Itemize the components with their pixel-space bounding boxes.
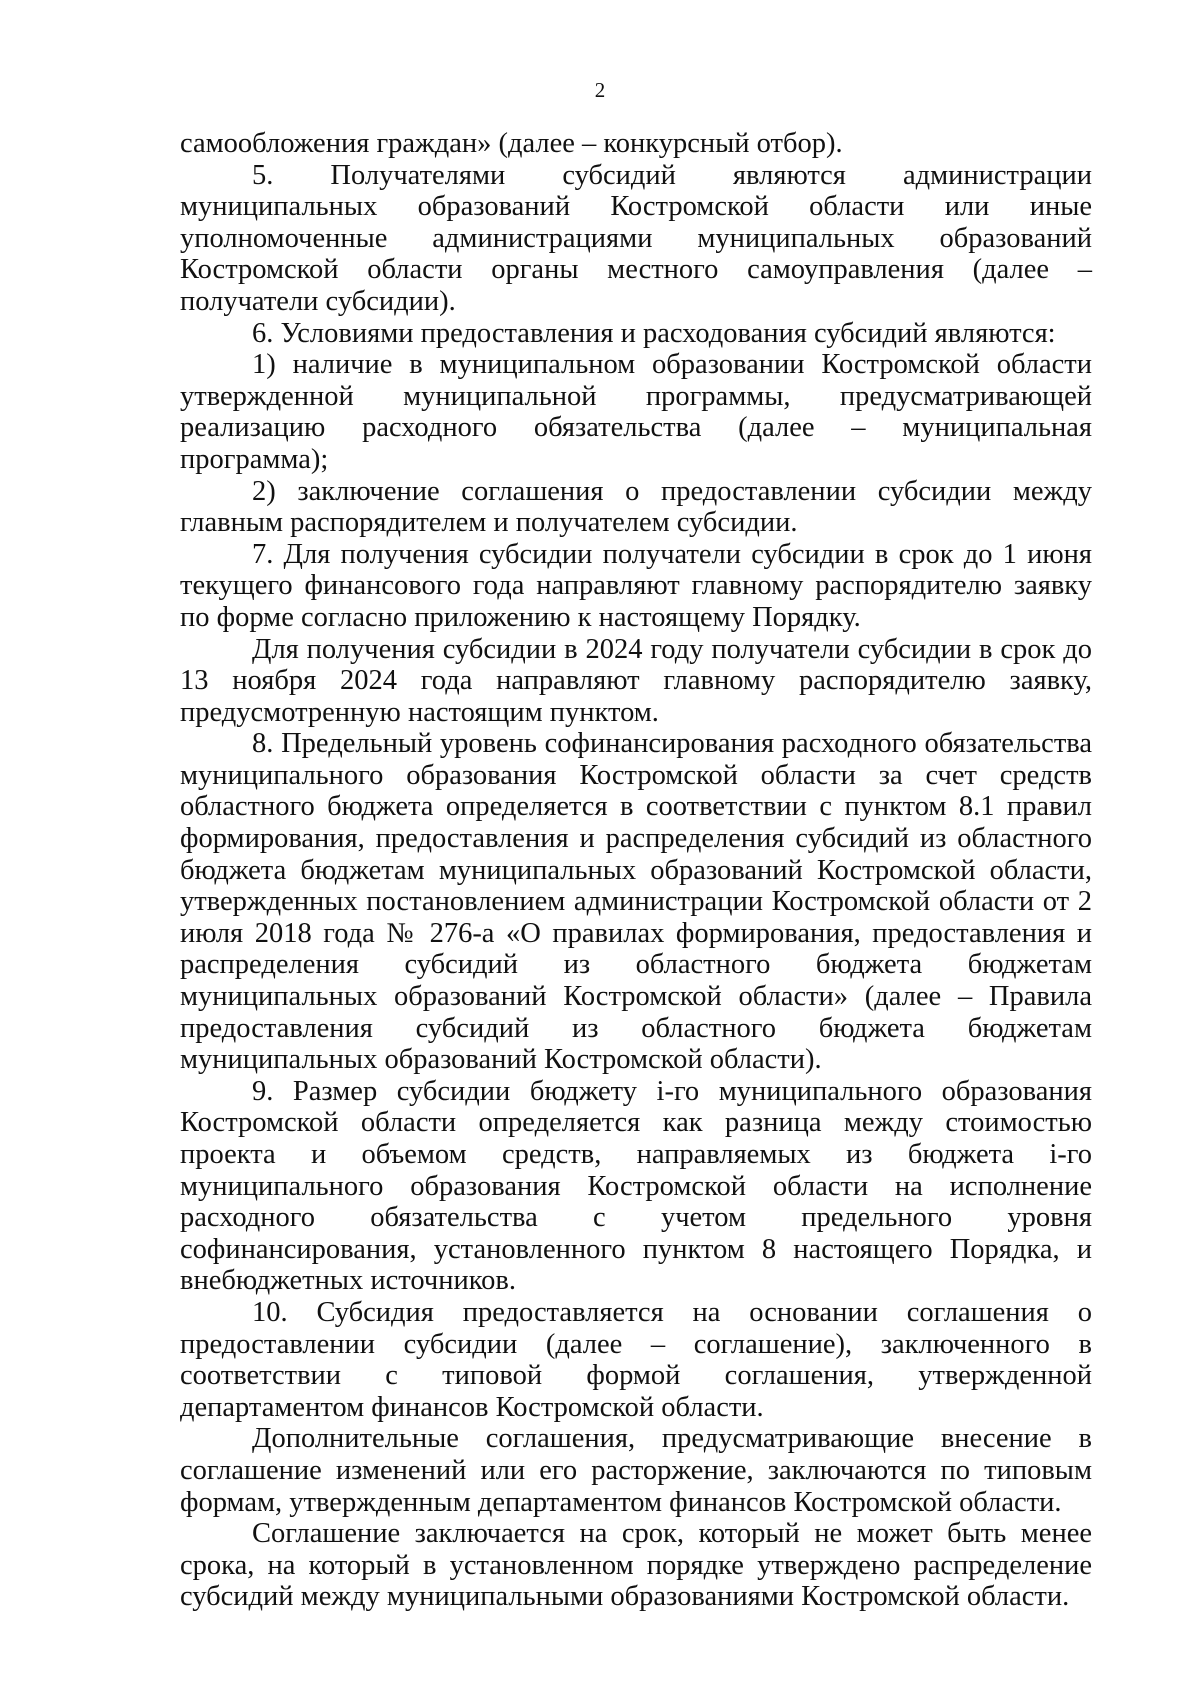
paragraph-item-8: 8. Предельный уровень софинансирования расходного обязательства муниципального образования Костромской области за счет средств областного бюджета определяется в соответствии с пунктом 8.1 правил формирования, предоставления и распределения субсидий из областного бюджета бюджетам муниципальных образований Костромской области, утвержденных постановлением администрации Костромской области от 2 июля 2018 года № 276-а «О правилах формирования, предоставления и распределения субсидий из областного бюджета бюджетам муниципальных образований Костромской области» (далее – Правила предоставления субсидий из областного бюджета бюджетам муниципальных образований Костромской области).: [180, 728, 1092, 1076]
paragraph-item-7: 7. Для получения субсидии получатели субсидии в срок до 1 июня текущего финансового года направляют главному распорядителю заявку по форме согласно приложению к настоящему Порядку.: [180, 538, 1092, 633]
paragraph-item-10: 10. Субсидия предоставляется на основании соглашения о предоставлении субсидии (далее – соглашение), заключенного в соответствии с типовой формой соглашения, утвержденной департаментом финансов Костромской области.: [180, 1296, 1092, 1423]
paragraph-item-6-2: 2) заключение соглашения о предоставлении субсидии между главным распорядителем и получателем субсидии.: [180, 475, 1092, 539]
document-body: [180, 128, 1092, 1613]
page-number: 2: [594, 78, 606, 102]
paragraph-item-6: 6. Условиями предоставления и расходования субсидий являются:: [252, 317, 1056, 349]
paragraph-item-7-2024: Для получения субсидии в 2024 году получатели субсидии в срок до 13 ноября 2024 года направляют главному распорядителю заявку, предусмотренную настоящим пунктом.: [180, 633, 1092, 728]
paragraph-continuation: самообложения граждан» (далее – конкурсный отбор).: [180, 128, 843, 159]
paragraph-item-9: 9. Размер субсидии бюджету i-го муниципального образования Костромской области определяется как разница между стоимостью проекта и объемом средств, направляемых из бюджета i-го муниципального образования Костромской области на исполнение расходного обязательства с учетом предельного уровня софинансирования, установленного пунктом 8 настоящего Порядка, и внебюджетных источников.: [180, 1075, 1092, 1297]
paragraph-additional-agreements: Дополнительные соглашения, предусматривающие внесение в соглашение изменений или его расторжение, заключаются по типовым формам, утвержденным департаментом финансов Костромской области.: [180, 1423, 1092, 1518]
paragraph-agreement-term: Соглашение заключается на срок, который не может быть менее срока, на который в установленном порядке утверждено распределение субсидий между муниципальными образованиями Костромской области.: [180, 1518, 1092, 1613]
paragraph-item-6-1: 1) наличие в муниципальном образовании Костромской области утвержденной муниципальной программы, предусматривающей реализацию расходного обязательства (далее – муниципальная программа);: [180, 349, 1092, 475]
paragraph-item-5: 5. Получателями субсидий являются администрации муниципальных образований Костромской области или иные уполномоченные администрациями муниципальных образований Костромской области органы местного самоуправления (далее – получатели субсидии).: [180, 159, 1092, 317]
